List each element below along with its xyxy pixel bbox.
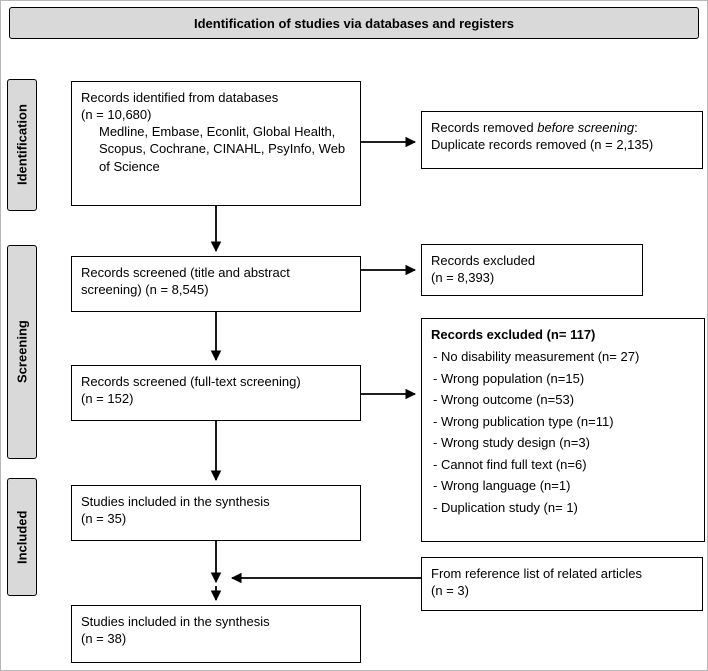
- excluded-reason: - Wrong publication type (n=11): [433, 413, 614, 429]
- screened-abstract-text: Records screened (title and abstract screening) (n = 8,545): [81, 265, 290, 298]
- box-records-removed: [421, 111, 703, 169]
- excluded-reason: - Duplication study (n= 1): [433, 499, 578, 515]
- included-final-line1: Studies included in the synthesis: [81, 614, 270, 629]
- screened-fulltext-count: (n = 152): [81, 391, 134, 407]
- reference-list-count: (n = 3): [431, 583, 469, 599]
- included-initial-line1: Studies included in the synthesis: [81, 494, 270, 509]
- stage-label-included: Included: [7, 478, 37, 596]
- excluded-reason: - Wrong outcome (n=53): [433, 392, 575, 408]
- records-removed-line2: Duplicate records removed (n = 2,135): [431, 137, 654, 153]
- excluded-reason: - No disability measurement (n= 27): [433, 349, 640, 365]
- box-included-synthesis-initial: [71, 485, 361, 541]
- excluded-fulltext-list: [431, 346, 695, 518]
- banner-title: Identification of studies via databases and registers: [9, 7, 699, 39]
- box-screened-abstract: [71, 256, 361, 312]
- box-screened-fulltext: [71, 365, 361, 421]
- records-identified-databases: Medline, Embase, Econlit, Global Health, Scopus, Cochrane, CINAHL, PsyInfo, Web of Science: [99, 124, 346, 174]
- stage-label-screening: Screening: [7, 245, 37, 459]
- records-removed-prefix: Records removed: [431, 120, 538, 135]
- box-records-identified: [71, 81, 361, 206]
- records-identified-count: (n = 10,680): [81, 107, 152, 123]
- included-initial-count: (n = 35): [81, 511, 127, 527]
- records-removed-suffix: :: [634, 120, 638, 135]
- stage-label-identification: Identification: [7, 79, 37, 211]
- records-identified-line1: Records identified from databases: [81, 90, 279, 105]
- box-reference-list: [421, 557, 703, 611]
- box-excluded-fulltext: [421, 318, 705, 542]
- excluded-abstract-line1: Records excluded: [431, 253, 536, 268]
- box-excluded-abstract: [421, 244, 643, 296]
- excluded-reason: - Wrong population (n=15): [433, 370, 585, 386]
- excluded-reason: - Wrong language (n=1): [433, 478, 571, 494]
- excluded-fulltext-header: Records excluded (n= 117): [431, 327, 596, 342]
- screened-fulltext-line1: Records screened (full-text screening): [81, 374, 301, 389]
- box-included-synthesis-final: [71, 605, 361, 663]
- excluded-reason: - Wrong study design (n=3): [433, 435, 590, 451]
- included-final-count: (n = 38): [81, 631, 127, 647]
- reference-list-line1: From reference list of related articles: [431, 566, 642, 581]
- records-removed-line1: [431, 119, 693, 136]
- records-removed-emphasis: before screening: [537, 120, 635, 135]
- excluded-abstract-count: (n = 8,393): [431, 270, 495, 286]
- excluded-reason: - Cannot find full text (n=6): [433, 456, 587, 472]
